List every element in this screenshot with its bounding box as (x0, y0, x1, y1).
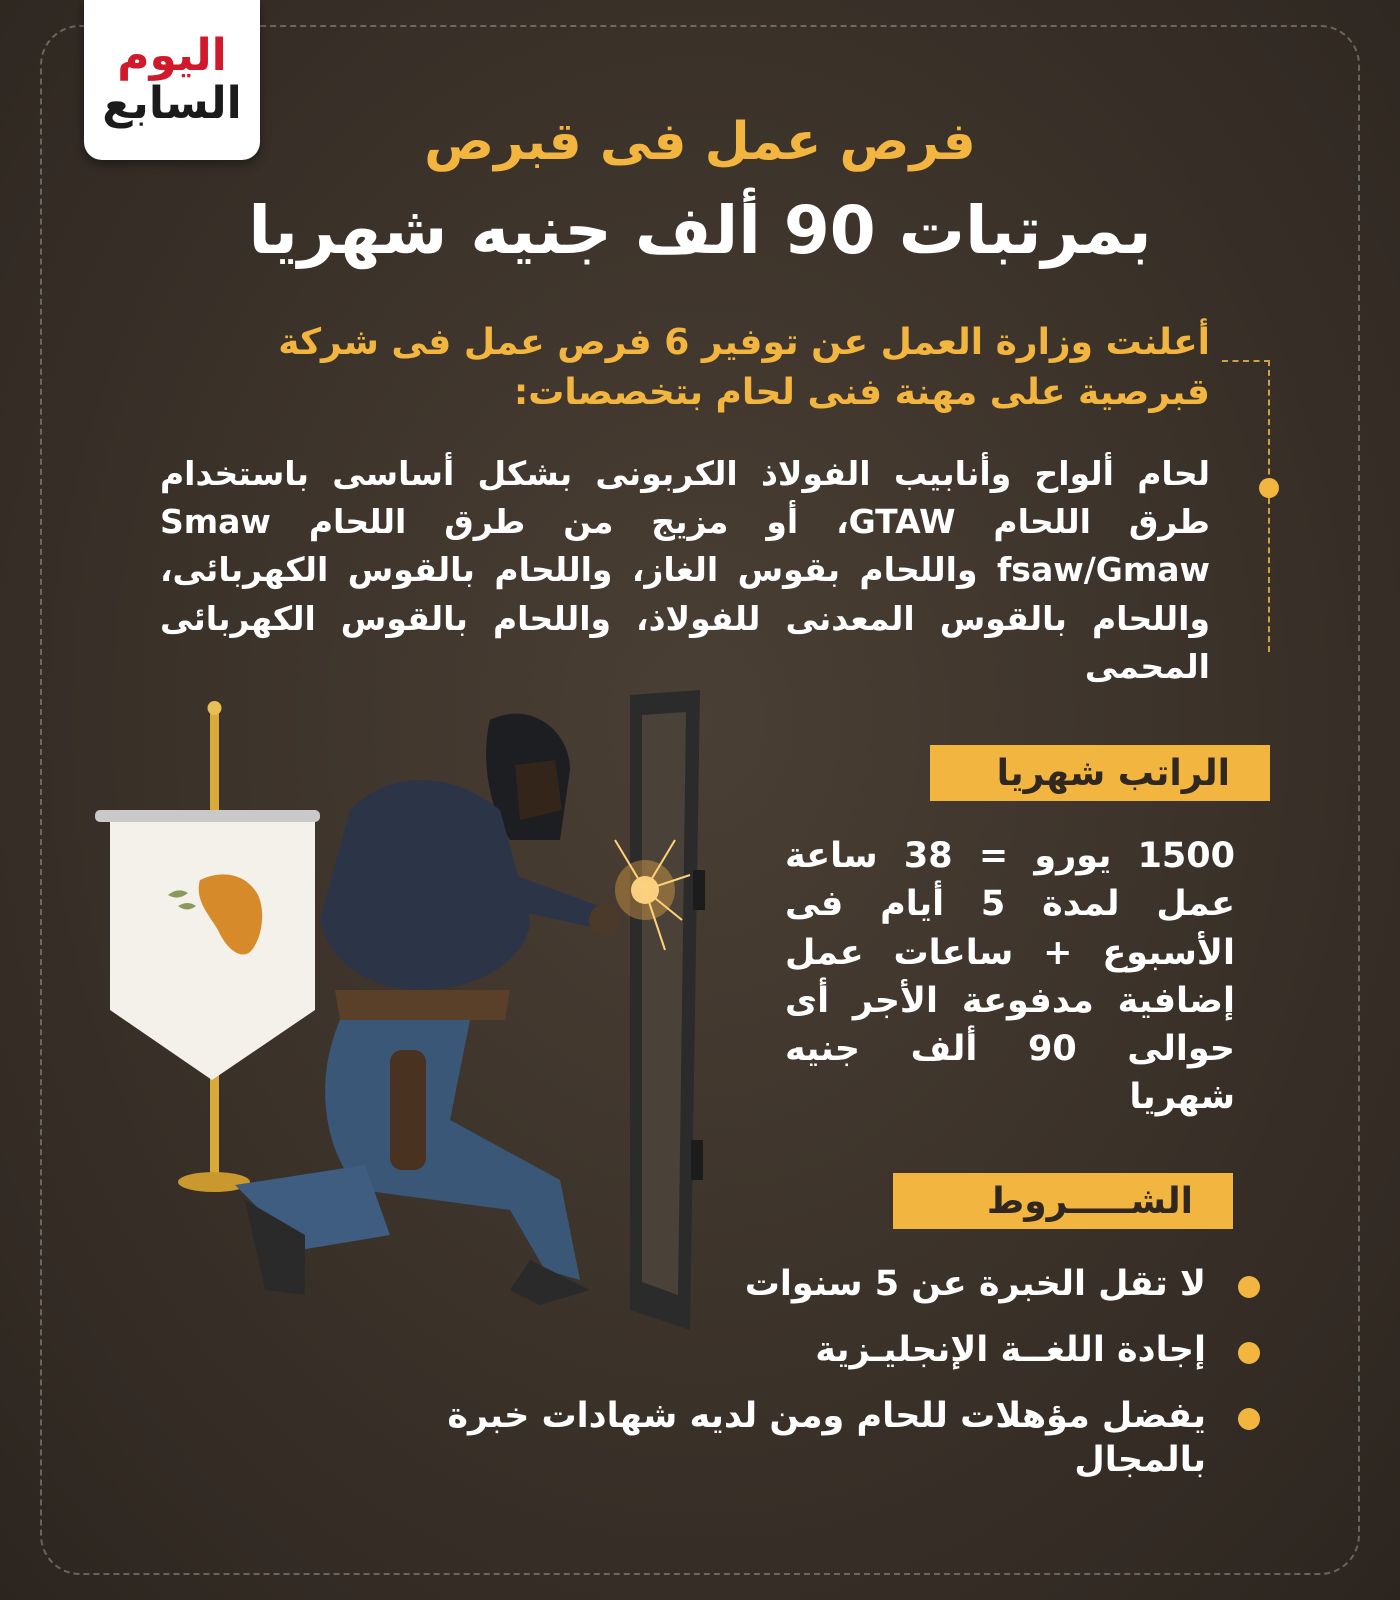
dashed-connector (1222, 360, 1270, 652)
condition-text: لا تقل الخبرة عن 5 سنوات (744, 1264, 1206, 1304)
bullet-dot-icon (1259, 478, 1279, 498)
logo-line1: اليوم (117, 29, 227, 81)
salary-text: 1500 يورو = 38 ساعة عمل لمدة 5 أيام فى الأسبوع + ساعات عمل إضافية مدفوعة الأجر أى حوالى 90 ألف جنيه شهريا (785, 836, 1236, 1118)
bullet-dot-icon (1238, 1408, 1260, 1430)
logo-line2: السابع (102, 78, 242, 129)
conditions-label: الشـــــروط (893, 1173, 1233, 1229)
list-item (320, 1262, 1260, 1328)
specialties-text: لحام ألواح وأنابيب الفولاذ الكربونى بشكل أساسى باستخدام طرق اللحام GTAW، أو مزيج من طرق اللحام Smaw fsaw/Gmaw واللحام بقوس الغاز، واللحام بالقوس الكهربائى، واللحام بالقوس المعدنى للفولاذ، واللحام بالقوس الكهربائى المحمى (160, 454, 1210, 686)
intro-text: أعلنت وزارة العمل عن توفير 6 فرص عمل فى شركة قبرصية على مهنة فنى لحام بتخصصات: (278, 322, 1210, 414)
welder-illustration (90, 690, 730, 1350)
brand-logo (84, 0, 260, 160)
metal-door-icon (630, 690, 705, 1330)
list-item (320, 1394, 1260, 1480)
cyprus-flag-icon (95, 701, 320, 1192)
page-title: فرص عمل فى قبرص (424, 112, 976, 172)
condition-text: يفضل مؤهلات للحام ومن لديه شهادات خبرة بالمجال (447, 1396, 1206, 1480)
list-item (320, 1328, 1260, 1394)
condition-text: إجادة اللغــة الإنجليـزية (815, 1330, 1206, 1370)
salary-label: الراتب شهريا (930, 745, 1270, 801)
bullet-dot-icon (1238, 1276, 1260, 1298)
conditions-list (320, 1262, 1260, 1480)
page-subtitle: بمرتبات 90 ألف جنيه شهريا (248, 192, 1152, 269)
bullet-dot-icon (1238, 1342, 1260, 1364)
